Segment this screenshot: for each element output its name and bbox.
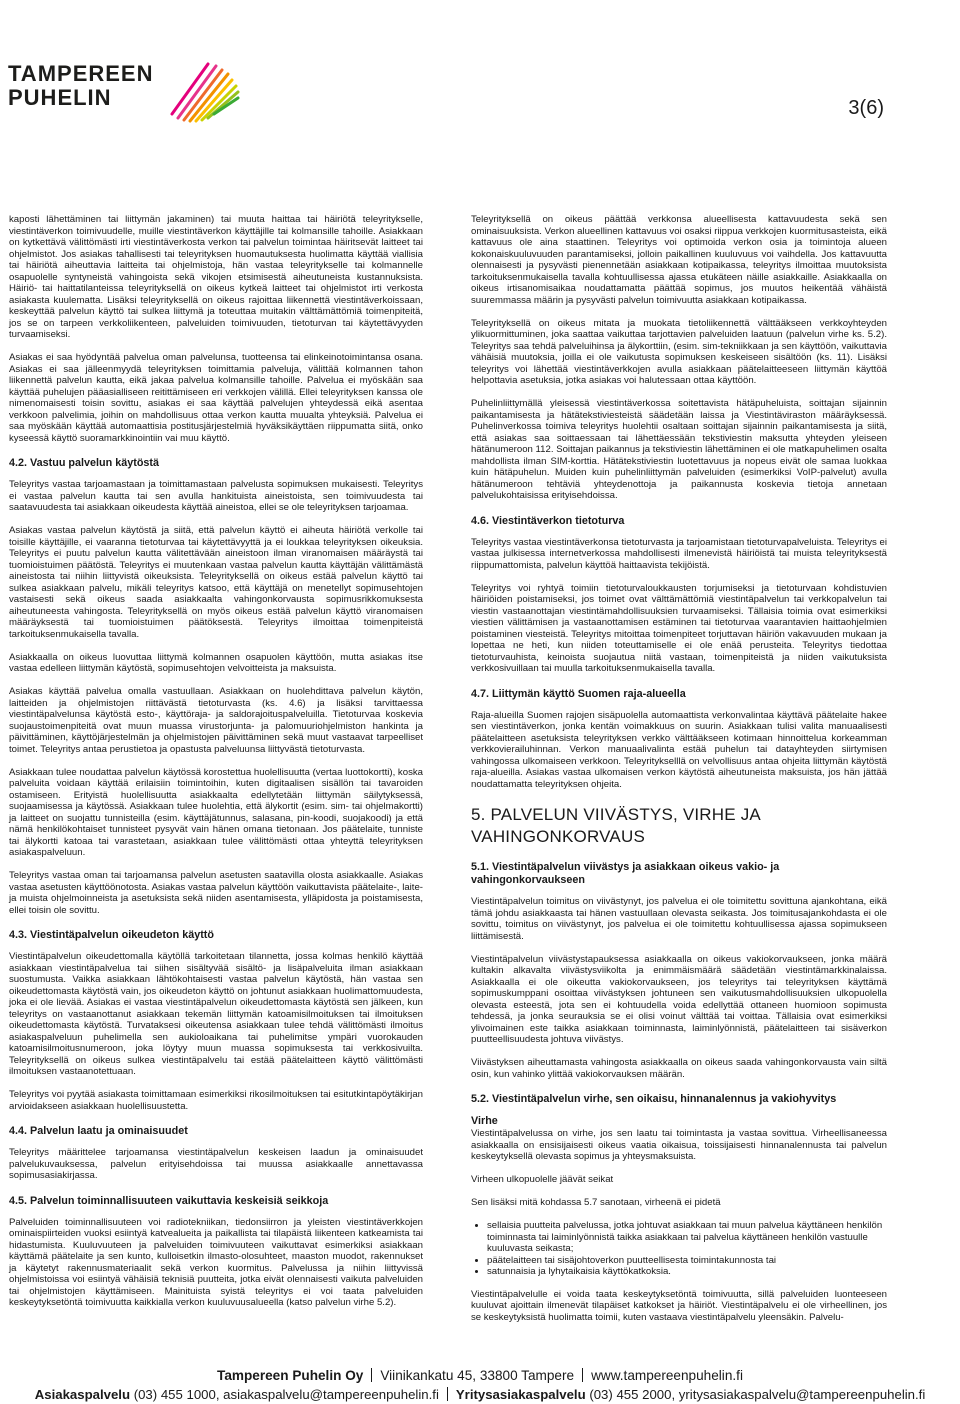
section-heading-5-1: 5.1. Viestintäpalvelun viivästys ja asiakkaan oikeus vakio- ja vahingonkorvaukseen (471, 861, 780, 886)
company-logo (8, 62, 248, 122)
footer-bcs-label: Yritysasiakaspalvelu (455, 1387, 586, 1402)
paragraph: Sen lisäksi mitä kohdassa 5.7 sanotaan, virheenä ei pidetä (471, 1197, 721, 1208)
left-column (9, 214, 423, 1320)
section-heading-5-2: 5.2. Viestintäpalvelun virhe, sen oikaisu, hinnanalennus ja vakiohyvitys (471, 1093, 837, 1105)
paragraph: Raja-alueilla Suomen rajojen sisäpuolella automaattista verkonvalintaa käyttävä päätelaite hakee sen viestintäverkon, jonka kentän voimakkuus on suurin. Asiakkaan tulisi valita manuaalisesti päätelaitteen asetuksista teleyrityksen verkko välttääkseen kotimaan hinnoittelua korkeamman verkkovierailuhinnan. Verkon manuaalivalinta estää puhelun tai datayhteyden siirtymisen vahingossa ulkomaiseen verkkoon. Teleyritykselllä on velvollisuus antaa ohjeita liittymän käytöstä raja-alueilla. Asiakas vastaa ulkomaisen verkon käytöstä aiheutuneista maksuista, jos hän jättää noudattamatta teleyrityksen ohjeita. (471, 709, 887, 790)
paragraph: Asiakas ei saa hyödyntää palvelua oman palvelunsa, tuotteensa tai elinkeinotoimintansa osana. Asiakas ei saa jälleenmyydä teleyrityksen toimittamia palveluja, välittää kolmannen tahon liikennettä palvelun kautta, eikä jakaa palvelua kolmansille tahoille. Palvelua ei myöskään saa käyttää puhelujen pääasialliseen reitittämiseen eri verkkojen välillä. Ellei teleyrityksen kanssa ole nimenomaisesti toisin sovittu, asiakas ei saa käyttää palvelujen yhteydessä eikä asentaa verkkoon palvelimia, joihin on mahdollisuus ottaa verkon kautta muualta yhteyksiä. Palvelua ei saa myöskään käyttää automaattisia postitusjärjestelmiä hyväksikäyttäen riippumatta siitä, onko kyseessä käyttö suoramarkkinointiin vai muu käyttö. (9, 352, 423, 444)
footer-address: Viinikankatu 45, 33800 Tampere (380, 1368, 575, 1383)
logo-line-2: PUHELIN (8, 85, 112, 110)
footer-website-link[interactable]: www.tampereenpuhelin.fi (591, 1368, 743, 1383)
paragraph: Asiakkaalla on oikeus luovuttaa liittymä kolmannen osapuolen käyttöön, mutta asiakas itse vastaa edelleen liittymän käytöstä, sopimusehtojen velvoitteista ja maksuista. (9, 651, 423, 674)
paragraph: Asiakas käyttää palvelua omalla vastuullaan. Asiakkaan on huolehdittava palvelun käytön, laitteiden ja ohjelmistojen riittävästä tietoturvasta (ks. 4.6) ja lisäksi tarvittaessa viestintäpalvelunsa käytöstä esto-, käyttöraja- ja saldorajoituspalveluilla. Tietoturvaa koskevia suojaustoimenpiteitä ovat muun muassa virustorjunta- ja palomuuriohjelmiston hankinta ja päivittäminen, käyttöjärjestelmän ja ohjelmistojen päivittäminen sekä muut vastaavat tarpeelliset toimet. Teleyritys antaa perustietoa ja opastusta palveluunsa liittyvästä tietoturvasta. (9, 686, 423, 755)
paragraph: Asiakas vastaa palvelun käytöstä ja siitä, että palvelun käyttö ei aiheuta häiriötä verkolle tai toisille käyttäjille, ei vaaranna tietoturvaa tai käytettävyyttä ja ei loukkaa teleyrityksen oikeuksia. Teleyritys ei puutu palvelun kautta välitettävään aineistoon ilman viranomaisen määräystä tai tuomioistuimen päätöstä. Teleyritys ei muutenkaan vastaa palvelun kautta käyttäjän välittämästä aineistosta tai niihin liittyvistä oikeuksista. Teleyrityksellä on oikeus estää palvelun käyttö tai sulkea asiakkaan palvelu, mikäli teleyritys katsoo, että käyttäjä on menetellyt sopimusehtojen vastaisesti sekä oikeus saada asiakkaalta vahingonkorvausta sopimusrikkomuksesta aiheutuneesta vahingosta. Teleyrityksellä on myös oikeus estää palvelun käyttö viranomaisen määräyksestä tai tuomioistuimen päätöksestä. Teleyritys ilmoittaa toimenpiteistä tarkoituksenmukaisella tavalla. (9, 525, 423, 640)
list-item: • sellaisia puutteita palvelussa, jotka johtuvat asiakkaan tai muun palvelua käyttäneen henkilön toiminnasta tai laiminlyönnistä taikka asiakkaan tai palvelua käyttäneen henkilön vastuulle kuuluvasta seikasta; (487, 1220, 887, 1255)
section-heading-4-4: 4.4. Palvelun laatu ja ominaisuudet (9, 1125, 188, 1137)
footer-company: Tampereen Puhelin Oy (217, 1368, 364, 1383)
right-column (471, 214, 887, 1335)
paragraph: Teleyrityksellä on oikeus päättää verkkonsa alueellisesta kattavuudesta sekä sen ominaisuuksista. Verkon alueellinen kattavuus voi osaksi riippua verkkojen kuormitusasteista, eikä kattavuus ole aina staattinen. Teleyritys voi optimoida verkon osia ja toimintoja alueen kokonaiskuuluvuuden parantamiseksi, jolloin paikallinen kuuluvuus voi vaihdella. Jos kattavuutta olennaisesti ja pysyvästi pienennetään asiakkaan kotipaikassa, teleyritys ilmoittaa muutoksista tarkoituksenmukaisella tavalla kohtuullisessa ajassa etukäteen näille asiakkaille. Asiakkaalla on oikeus irtisanomisaikaa noudattamatta päättää sopimus, jos muutos heikentää vähäistä suuremmassa määrin ja pysyvästi palvelun toimivuutta asiakkaan kotipaikassa. (471, 214, 887, 306)
footer-service-line (0, 1387, 960, 1402)
separator (447, 1387, 448, 1401)
page-number: 3(6) (848, 97, 884, 119)
separator (582, 1368, 583, 1382)
logo-stripes-icon (166, 56, 246, 126)
paragraph: Asiakkaan tulee noudattaa palvelun käytössä korostettua huolellisuutta (vertaa luottokortti), koska palveluita voidaan käyttää erilaisiin toimintoihin, kuten digitaalisen sisällön tai tavaroiden ostamiseen. Erityistä huolellisuutta asiakkaalta edellytetään liittymän säilytyksessä, suojaamisessa ja käytössä. Asiakkaan tulee huolehtia, että älykortit (esim. sim- tai ohjelmakortti) ja laitteet on suojattu tunnisteilla (esim. käyttäjätunnus, salasana, pin-koodi, suojakoodi) ja että nämä henkilökohtaiset tunnisteet pysyvät vain hänen omana tietonaan. Jos päätelaite, tunniste tai älykortti katoaa tai varastetaan, asiakkaan tulee välittömästi ottaa yhteyttä teleyrityksen asiakaspalveluun. (9, 766, 423, 858)
paragraph: Palveluiden toiminnallisuuteen voi radiotekniikan, tiedonsiirron ja yleisten viestintäverkkojen ominaispiirteiden vuoksi esiintyä katvealueita ja paikallista tai tilapäistä liikenteen katkeamista tai hidastumista. Kuuluvuuteen ja palveluiden toimivuuteen vaikuttavat esimerkiksi asiakkaan käyttämä päätelaite ja sen kunto, kulloisetkin ilmasto-olosuhteet, maaston muodot, rakennukset ja käytetyt rakennusmateriaalit sekä verkon kuormitus. Palvelussa ja niihin liittyvissä ohjelmistoissa voi esiintyä vähäisiä teknisiä puutteita, jotka eivät olennaisesti vaikuta palveluiden tai ohjelmistojen käyttämiseen. Mainituista syistä teleyritys ei voi taata palveluiden keskeytyksetöntä toimivuutta kaikkialla verkon kuuluvuusalueella (katso palvelun virhe 5.2). (9, 1216, 423, 1308)
paragraph: Puhelinliittymällä yleisessä viestintäverkossa soitettavista hätäpuheluista, soittajan sijainnin paikantamisesta ja hätätekstiviesteistä säädetään laissa ja Viestintäviraston määräyksessä. Puhelinverkossa toimiva teleyritys huolehtii osaltaan soittajan sijainnin paikantamisesta ja siitä, että asiakas saa soittaessaan tai lähettäessään tekstiviestin maksutta yhteyden yleiseen hätänumeroon 112. Soittajan paikannus ja tekstiviestin lähettäminen ei ole matkapuhelimen osalta mahdollista ilman SIM-korttia. Hätätekstiviestin luotettavuus ja nopeus eivät ole samaa luokkaa kuin hätäpuhelun. Muiden kuin puhelinliittymän palveluiden (esimerkiksi VoIP-palvelut) avulla hätänumeroon tehtäviä yhteydenottoja ja paikannusta koskevia tietoja annetaan palvelukohtaisissa erityisehdoissa. (471, 398, 887, 501)
paragraph: Teleyritys määrittelee tarjoamansa viestintäpalvelun keskeisen laadun ja ominaisuudet palvelukuvauksessa, palvelun erityisehdoissa tai muussa asiakkaalle annettavassa sopimusasiakirjassa. (9, 1147, 423, 1181)
list-item: • satunnaisia ja lyhytaikaisia käyttökatkoksia. (487, 1266, 887, 1278)
paragraph: Teleyritys voi ryhtyä toimiin tietoturvaloukkausten torjumiseksi ja tietoturvaan kohdistuvien häiriöiden poistamiseksi, jos toimet ovat välttämättömiä viestintäpalvelun tai verkkopalvelun tai viestin vastaanottajan viestintämahdollisuuksien turvaamiseksi. Tällaisia toimia ovat esimerkiksi viestien välittämisen ja vastaanottamisen estäminen tai tietoturvaa vaarantavien haittaohjelmien poistaminen viesteistä. Teleyritys mitoittaa toimenpiteet torjuttavan häiriön vakavuuden mukaan ja lopettaa ne heti, kun niiden toteuttamiselle ei ole enää perusteita. Teleyritys tiedottaa tietoturvauhista, keinoista suojautua niitä vastaan, toimenpiteistä ja niiden vaikutuksista verkkosivuillaan tai muulla tarkoituksenmukaisella tavalla. (471, 582, 887, 674)
chapter-heading-5: 5. PALVELUN VIIVÄSTYS, VIRHE JA VAHINGONKORVAUS (471, 805, 761, 846)
footer-bcs-info[interactable]: (03) 455 2000, yritysasiakaspalvelu@tampereenpuhelin.fi (589, 1387, 926, 1402)
footer-cs-label: Asiakaspalvelu (34, 1387, 131, 1402)
separator (371, 1368, 372, 1382)
section-heading-4-2: 4.2. Vastuu palvelun käytöstä (9, 457, 160, 469)
section-heading-4-3: 4.3. Viestintäpalvelun oikeudeton käyttö (9, 929, 214, 941)
section-heading-4-6: 4.6. Viestintäverkon tietoturva (471, 514, 625, 527)
paragraph: Teleyrityksellä on oikeus mitata ja muokata tietoliikennettä välttääkseen verkkoyhteyden ylikuormittuminen, joka saattaa vaikuttaa tarjottavien palveluiden laatuun (palvelun virhe ks. 5.2). Teleyritys saa tehdä palveluihinsa ja älykorttiin, (esim. sim-tekniikkaan ja sen käyttöön, vaikuttavia vähäisiä muutoksia, joilla ei ole vaikutusta sopimuksen keskeiseen sisältöön (ks. 11). Lisäksi teleyritys voi lähettää viestintäverkkojen avulla asiakkaan päätelaitteeseen liittymän käyttöä helpottavia asetuksia, jotka asiakas voi halutessaan ottaa käyttöön. (471, 317, 887, 386)
section-heading-4-5: 4.5. Palvelun toiminnallisuuteen vaikuttavia keskeisiä seikkoja (9, 1194, 329, 1207)
paragraph: Virheen ulkopuolelle jäävät seikat (471, 1174, 614, 1185)
subheading-virhe: Virhe (471, 1115, 498, 1127)
paragraph: Teleyritys vastaa oman tai tarjoamansa palvelun asetusten saatavilla olosta asiakkaalle. Asiakas vastaa asetusten käyttöönotosta. Asiakas vastaa palvelun käyttöön vaikuttavista päätelaite-, laite- ja muista ohjelmoinneista ja asetuksista sekä niiden asentamisesta, ylläpidosta ja poistamisesta, ellei toisin ole sovittu. (9, 870, 423, 916)
paragraph: Viestintäpalvelussa on virhe, jos sen laatu tai toimintasta ja vastaa sovittua. Virheellisaneessa asiakkaalla on ensisijaisesti oikeus vaatia oikaisua, toissijaisesti hinnanalennusta tai palvelun keskeytyksellä olevasta sopimus ja yhteysmaksuista. (471, 1128, 887, 1162)
section-heading-4-7: 4.7. Liittymän käyttö Suomen raja-alueella (471, 687, 686, 700)
paragraph: Teleyritys vastaa viestintäverkonsa tietoturvasta ja tarjoamistaan tietoturvapalveluista. Teleyritys ei vastaa julkisessa internetverkossa mahdollisesti ilmenevistä häiriöistä tai muista teleyrityksestä riippumattomista, palvelun käyttöä haittaavista tekijöistä. (471, 536, 887, 571)
paragraph: Viivästyksen aiheuttamasta vahingosta asiakkaalla on oikeus saada vahingonkorvausta vain siltä osin, kun vahinko ylittää vakiokorvauksen määrän. (471, 1057, 887, 1080)
paragraph: Teleyritys voi pyytää asiakasta toimittamaan esimerkiksi rikosilmoituksen tai esitutkintapöytäkirjan arvioidakseen asiakkaan huolellisuustetta. (9, 1089, 423, 1112)
paragraph: Viestintäpalvelun toimitus on viivästynyt, jos palvelua ei ole toimitettu sovittuna ajankohtana, eikä tämä johdu asiakkaasta tai hänen vastuullaan olevasta seikasta. Jos toimitusajankohdasta ei ole sovittu, toimitus on viivästynyt, jos palvelua ei ole toimitettu kohtuullisessa ajassa sopimukseen liittämisestä. (471, 896, 887, 942)
footer-cs-info[interactable]: (03) 455 1000, asiakaspalvelu@tampereenpuhelin.fi (133, 1387, 439, 1402)
logo-line-1: TAMPEREEN (8, 61, 154, 86)
paragraph: Viestintäpalvelulle ei voida taata keskeytyksetöntä toimivuutta, sillä palveluiden luonteeseen kuuluvat ajoittain ilmenevät tilapäiset katkokset ja häiriöt. Viestintäpalvelu ei ole virheellinen, jos se keskeytyksistä huolimatta toimii, kuten vastaava viestintäpalvelu yleensäkin. Palvelu- (471, 1288, 887, 1323)
paragraph: kaposti lähettäminen tai liittymän jakaminen) tai muuta haittaa tai häiriötä teleyritykselle, viestintäverkon toimivuudelle, muille viestintäverkon käyttäjille tai kolmansille tahoille. Asiakkaan on kytkettävä välittömästi irti viestintäverkosta verkon tai palvelun toimintaa häiritsevät laitteet tai ohjelmistot. Jos asiakas tahallisesti tai teleyrityksen huomautuksesta huolimatta käyttää viallisia tai häiriötä aiheuttavia laitteita tai ohjelmistoja, hän vastaa teleyritykselle tai kolmannelle osapuolelle syntyneistä vahingoista sekä vikojen etsimisestä aiheutuneista kustannuksista. Häiriö- tai haittatilanteissa teleyrityksellä on oikeus kytkeä laitteet tai ohjelmistot irti verkosta asiakasta kuulematta. Lisäksi teleyrityksellä on oikeus rajoittaa liikennettä viestintäverkoissaan, keskeyttää palvelun käyttö tai sulkea liittymä ja toteuttaa muitakin välttämättömiä toimenpiteitä, jos se on tarpeen verkkoliikenteen, palveluiden toimivuuden, tietoturvan tai käytettävyyden turvaamiseksi. (9, 214, 423, 340)
footer-contact-line (0, 1368, 960, 1383)
exclusions-list (471, 1220, 887, 1278)
paragraph: Viestintäpalvelun oikeudettomalla käytöllä tarkoitetaan tilannetta, jossa kolmas henkilö käyttää asiakkaan viestintäpalvelua tai siihen sisältyvää sisältö- ja lisäpalveluita ilman asiakkaan suostumusta. Vaikka asiakkaan lähtökohtaisesti vastaa palvelun käytöstä, hän vastaa sen oikeudettomasta käytöstä vain, jos oikeudeton käyttö on johtunut asiakkaan huolimattomuudesta, joka ei ole lievää. Asiakas ei vastaa viestintäpalvelun oikeudettomasta käytöstä sen jälkeen, kun teleyritys on vastaanottanut asiakkaan tekemän liittymän katoamisilmoituksen tai ilmoituksen oikeudettomasta käytöstä. Turvataksesi oikeutensa asiakkaan tulee tehdä välittömästi ilmoitus asiakaspalveluun puhelimella sen aukioloaikana tai puhelimitse ympäri vuorokauden katoamisilmoitusnumeroon, joka löytyy muun muassa sopimuksesta tai verkkosivuilta. Teleyrityksellä on oikeus sulkea viestintäpalvelu tai estää päätelaitteen käyttö välittömästi ilmoituksen vastaanotettuaan. (9, 951, 423, 1077)
paragraph: Teleyritys vastaa tarjoamastaan ja toimittamastaan palvelusta sopimuksen mukaisesti. Teleyritys ei vastaa palvelun kautta tai sen avulla hankituista aineistoista, sen toimivuudesta tai saatavuudesta tai asiakkaan oikeudesta käyttää aineistoa, ellei se ole teleyrityksen tarjoamaa. (9, 479, 423, 513)
list-item: • päätelaitteen tai sisäjohtoverkon puutteellisesta toimintakunnosta tai (487, 1255, 887, 1267)
paragraph: Viestintäpalvelun viivästystapauksessa asiakkaalla on oikeus vakiokorvaukseen, jonka määrä kultakin alkavalta viivästysviikolta ja enimmäismäärä säädetään viestintämarkkinalaissa. Asiakkaalla ei ole oikeutta vakiokorvaukseen, jos teleyritys tai teleyrityksen käyttämä sopimuskumppani osoittaa viivästyksen johtuneen sen vaikutusmahdollisuuksien ulkopuolella olevasta esteestä, jota sen ei kohtuudella voida edellyttää ottaneen huomioon sopimusta tehdessä, ja jonka seurauksia se ei olisi voinut välttää tai voittaa. Tällaisia ovat esimerkiksi ylivoimainen este taikka asiakkaan toiminnasta, laiminlyönnistä, päätelaitteen tai sisäverkon puutteellisuudesta johtuva viivästys. (471, 953, 887, 1045)
